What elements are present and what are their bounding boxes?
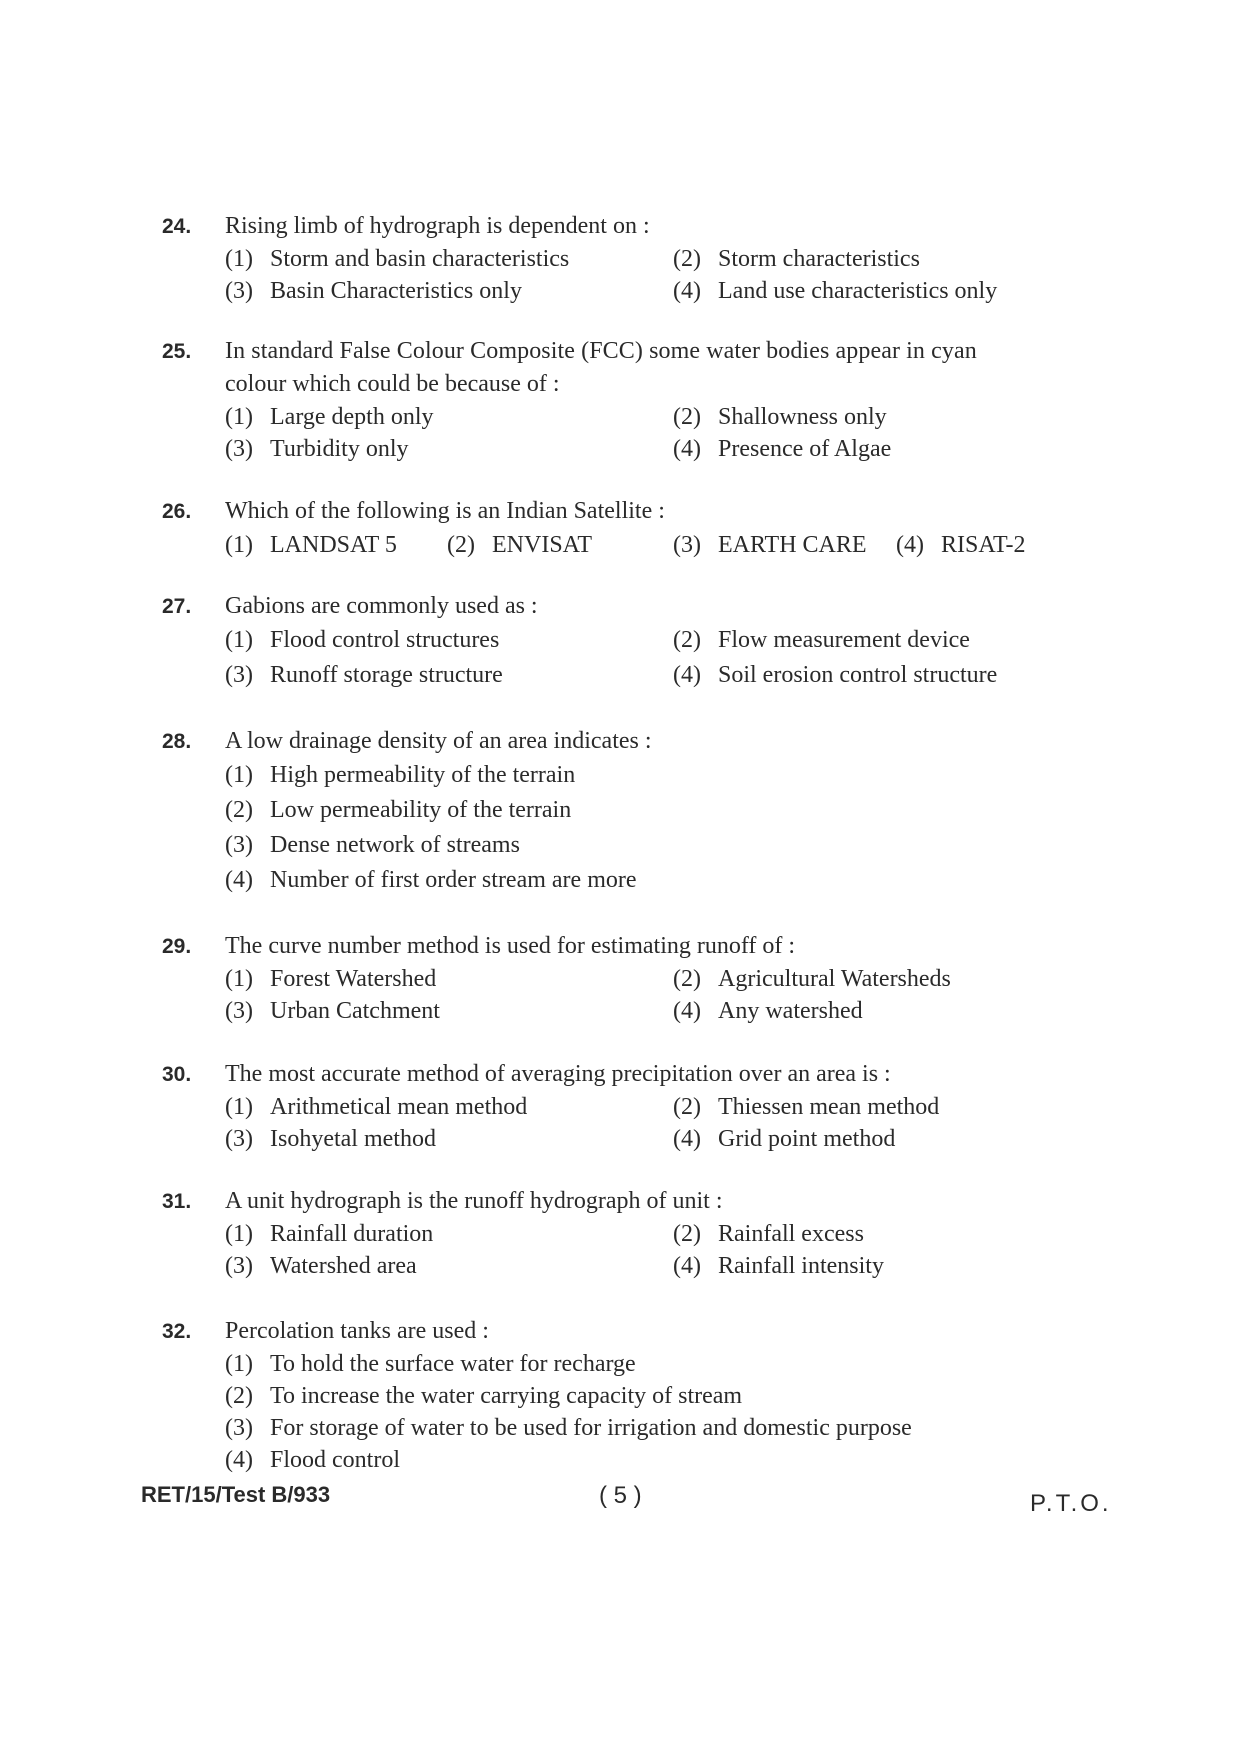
option-2: (2) Low permeability of the terrain <box>225 797 572 823</box>
option-4: (4) Grid point method <box>673 1126 896 1152</box>
option-1: (1) To hold the surface water for recharge <box>225 1351 636 1377</box>
option-3: (3) Dense network of streams <box>225 832 520 858</box>
option-1: (1) Rainfall duration <box>225 1221 434 1247</box>
options <box>225 1091 1122 1155</box>
please-turn-over: P.T.O. <box>1030 1490 1112 1517</box>
option-2: (2) To increase the water carrying capacity of stream <box>225 1383 743 1409</box>
option-3: (3) Runoff storage structure <box>225 662 503 688</box>
question-stem <box>162 1058 1122 1091</box>
question-stem <box>162 1315 1122 1348</box>
options <box>225 243 1122 307</box>
option-4: (4) Any watershed <box>673 998 863 1024</box>
option-4: (4) Flood control <box>225 1447 400 1473</box>
test-code: RET/15/Test B/933 <box>141 1482 331 1507</box>
option-2: (2) Storm characteristics <box>673 246 920 272</box>
option-3: (3) Watershed area <box>225 1253 417 1279</box>
option-2: (2) ENVISAT <box>447 532 592 558</box>
question-stem <box>162 335 1122 401</box>
question-number: 24. <box>162 215 192 238</box>
option-4: (4) Number of first order stream are more <box>225 867 637 893</box>
question-text: A unit hydrograph is the runoff hydrograph of unit : <box>225 1188 723 1214</box>
option-4: (4) RISAT-2 <box>896 532 1026 558</box>
question-number: 30. <box>162 1063 192 1086</box>
options <box>225 963 1122 1027</box>
question-24 <box>162 210 1122 307</box>
option-2: (2) Shallowness only <box>673 404 887 430</box>
option-3: (3) Turbidity only <box>225 436 409 462</box>
question-27 <box>162 590 1122 693</box>
question-28 <box>162 725 1122 898</box>
option-1: (1) LANDSAT 5 <box>225 532 397 558</box>
question-stem <box>162 590 1122 623</box>
question-stem <box>162 725 1122 758</box>
option-4: (4) Soil erosion control structure <box>673 662 998 688</box>
question-text: Rising limb of hydrograph is dependent on : <box>225 213 650 239</box>
question-number: 31. <box>162 1190 192 1213</box>
question-number: 26. <box>162 500 192 523</box>
question-32 <box>162 1315 1122 1476</box>
page-number: ( 5 ) <box>599 1482 642 1509</box>
question-text-line-2: colour which could be because of : <box>225 371 560 397</box>
option-3: (3) For storage of water to be used for irrigation and domestic purpose <box>225 1415 912 1441</box>
option-1: (1) Storm and basin characteristics <box>225 246 570 272</box>
question-stem <box>162 495 1122 528</box>
options <box>225 623 1122 693</box>
question-26 <box>162 495 1122 564</box>
options <box>225 758 1122 898</box>
question-stem <box>162 210 1122 243</box>
option-1: (1) Forest Watershed <box>225 966 437 992</box>
option-3: (3) Urban Catchment <box>225 998 440 1024</box>
question-text: Gabions are commonly used as : <box>225 593 538 619</box>
option-3: (3) EARTH CARE <box>673 532 867 558</box>
question-text: Percolation tanks are used : <box>225 1318 489 1344</box>
question-number: 28. <box>162 730 192 753</box>
question-number: 27. <box>162 595 192 618</box>
question-30 <box>162 1058 1122 1155</box>
question-31 <box>162 1185 1122 1282</box>
option-1: (1) Flood control structures <box>225 627 500 653</box>
options <box>225 401 1122 465</box>
option-2: (2) Agricultural Watersheds <box>673 966 951 992</box>
option-4: (4) Rainfall intensity <box>673 1253 884 1279</box>
option-4: (4) Land use characteristics only <box>673 278 998 304</box>
option-2: (2) Flow measurement device <box>673 627 970 653</box>
option-1: (1) Arithmetical mean method <box>225 1094 528 1120</box>
option-1: (1) Large depth only <box>225 404 434 430</box>
option-2: (2) Rainfall excess <box>673 1221 864 1247</box>
question-text: Which of the following is an Indian Satellite : <box>225 498 665 524</box>
question-stem <box>162 1185 1122 1218</box>
options <box>225 528 1122 564</box>
options <box>225 1348 1122 1476</box>
question-29 <box>162 930 1122 1027</box>
question-stem <box>162 930 1122 963</box>
question-text: The most accurate method of averaging precipitation over an area is : <box>225 1061 891 1087</box>
option-4: (4) Presence of Algae <box>673 436 892 462</box>
question-number: 25. <box>162 340 192 363</box>
question-number: 32. <box>162 1320 192 1343</box>
question-text-line-1: In standard False Colour Composite (FCC) some water bodies appear in cyan <box>225 338 977 364</box>
option-2: (2) Thiessen mean method <box>673 1094 940 1120</box>
option-1: (1) High permeability of the terrain <box>225 762 576 788</box>
question-text: The curve number method is used for estimating runoff of : <box>225 933 796 959</box>
question-number: 29. <box>162 935 192 958</box>
question-25 <box>162 335 1122 465</box>
option-3: (3) Isohyetal method <box>225 1126 436 1152</box>
option-3: (3) Basin Characteristics only <box>225 278 522 304</box>
question-text: A low drainage density of an area indicates : <box>225 728 652 754</box>
options <box>225 1218 1122 1282</box>
